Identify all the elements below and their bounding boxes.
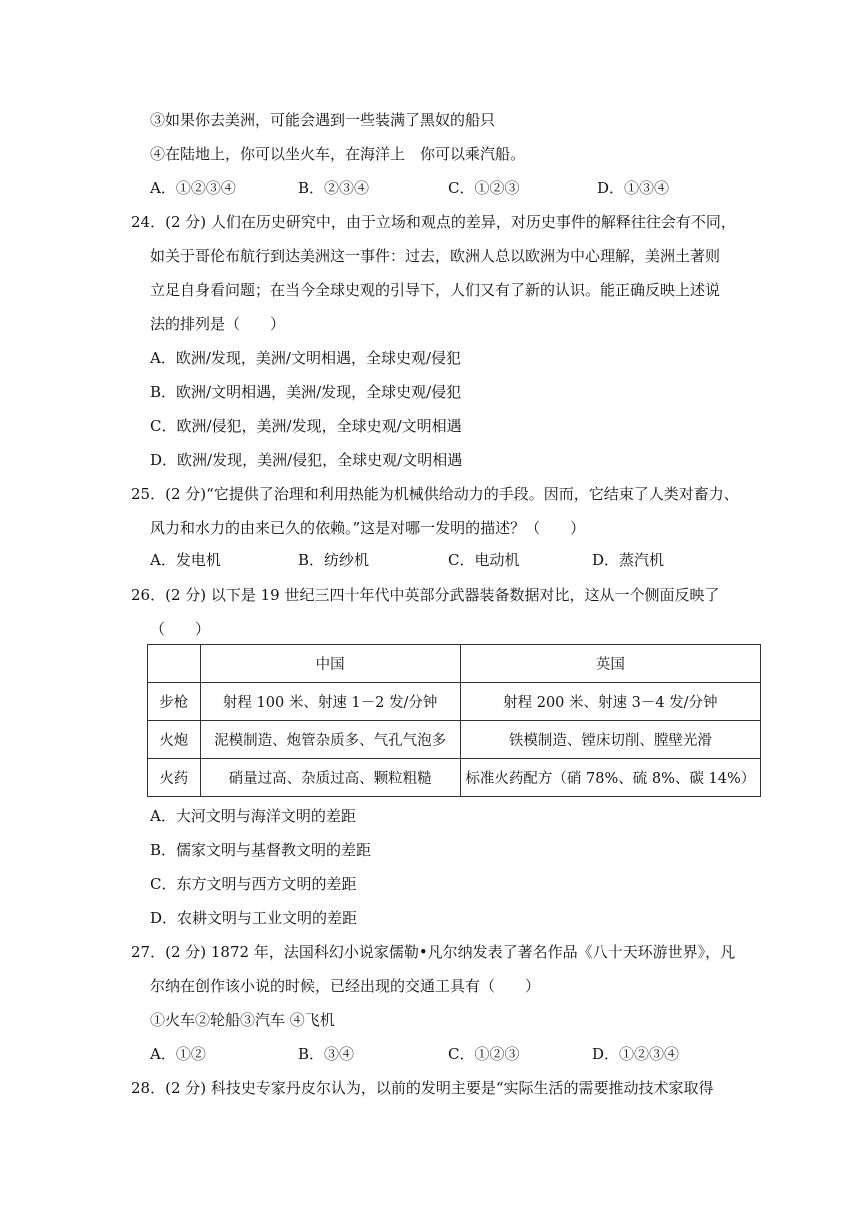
q27-options [150,1043,710,1065]
table-cell: 火炮 [148,721,201,759]
table-header-cell: 中国 [200,645,460,683]
table-cell: 射程 200 米、射速 3－4 发/分钟 [460,683,760,721]
table-row [148,683,761,721]
q27-option-c[interactable]: C．①②③ [448,1045,520,1063]
q24-option-c[interactable]: C．欧洲/侵犯，美洲/发现，全球史观/文明相遇 [150,417,462,435]
q25-stem-line-1: 25．(2 分)“它提供了治理和利用热能为机械供给动力的手段。因而，它结束了人类对畜力、 [131,485,739,503]
q24-stem-line-3: 立足自身看问题；在当今全球史观的引导下，人们又有了新的认识。能正确反映上述说 [150,281,721,299]
q27-option-b[interactable]: B．③④ [298,1045,355,1063]
table-row [148,721,761,759]
q24-stem-line-4: 法的排列是（ ） [150,315,286,333]
comparison-table [147,644,761,797]
q24-stem-line-1: 24．(2 分) 人们在历史研究中，由于立场和观点的差异，对历史事件的解释往往会有不同， [131,213,736,231]
table-cell: 步枪 [148,683,201,721]
q28-stem-line-1: 28．(2 分) 科技史专家丹皮尔认为，以前的发明主要是“实际生活的需要推动技术家取得 [131,1079,714,1097]
table-header-cell [148,645,201,683]
statement-3: ③如果你去美洲，可能会遇到一些装满了黑奴的船只 [150,111,496,129]
table-cell: 泥模制造、炮管杂质多、气孔气泡多 [200,721,460,759]
q27-stem-line-1: 27．(2 分) 1872 年，法国科幻小说家儒勒•凡尔纳发表了著名作品《八十天环游世界》，凡 [131,943,736,961]
q25-option-a[interactable]: A．发电机 [150,551,221,569]
q26-option-a[interactable]: A．大河文明与海洋文明的差距 [150,807,356,825]
q25-stem-line-2: 风力和水力的由来已久的依赖。”这是对哪一发明的描述？（ ） [150,519,586,537]
statement-4: ④在陆地上，你可以坐火车，在海洋上 你可以乘汽船。 [150,145,526,163]
q27-option-a[interactable]: A．①② [150,1045,206,1063]
q24-option-d[interactable]: D．欧洲/发现，美洲/侵犯，全球史观/文明相遇 [150,451,463,469]
q27-stem-line-2: 尔纳在创作该小说的时候，已经出现的交通工具有（ ） [150,977,541,995]
table-header-row [148,645,761,683]
table-cell: 射程 100 米、射速 1－2 发/分钟 [200,683,460,721]
q23-option-c[interactable]: C．①②③ [448,179,520,197]
q23-option-d[interactable]: D．①③④ [597,179,670,197]
q26-option-c[interactable]: C．东方文明与西方文明的差距 [150,875,357,893]
q26-option-b[interactable]: B．儒家文明与基督教文明的差距 [150,841,372,859]
q26-stem-line-2: （ ） [150,620,211,638]
q23-option-a[interactable]: A．①②③④ [150,179,236,197]
q23-options [150,177,710,199]
table-cell: 火药 [148,759,201,797]
table-cell: 硝量过高、杂质过高、颗粒粗糙 [200,759,460,797]
table-cell: 铁模制造、镗床切削、膛壁光滑 [460,721,760,759]
q24-stem-line-2: 如关于哥伦布航行到达美洲这一事件：过去，欧洲人总以欧洲为中心理解，美洲土著则 [150,247,721,265]
q25-option-c[interactable]: C．电动机 [448,551,520,569]
table-cell: 标准火药配方（硝 78%、硫 8%、碳 14%） [460,759,760,797]
table-row [148,759,761,797]
q26-stem-line-1: 26．(2 分) 以下是 19 世纪三四十年代中英部分武器装备数据对比，这从一个侧面反映了 [131,586,720,604]
q27-stem-line-3: ①火车②轮船③汽车 ④飞机 [150,1011,335,1029]
q25-option-d[interactable]: D．蒸汽机 [592,551,665,569]
q24-option-b[interactable]: B．欧洲/文明相遇，美洲/发现，全球史观/侵犯 [150,383,462,401]
q23-option-b[interactable]: B．②③④ [298,179,370,197]
table-header-cell: 英国 [460,645,760,683]
q24-option-a[interactable]: A．欧洲/发现，美洲/文明相遇，全球史观/侵犯 [150,349,461,367]
q25-options [150,549,710,571]
q26-option-d[interactable]: D．农耕文明与工业文明的差距 [150,909,358,927]
q25-option-b[interactable]: B．纺纱机 [298,551,370,569]
q27-option-d[interactable]: D．①②③④ [592,1045,680,1063]
